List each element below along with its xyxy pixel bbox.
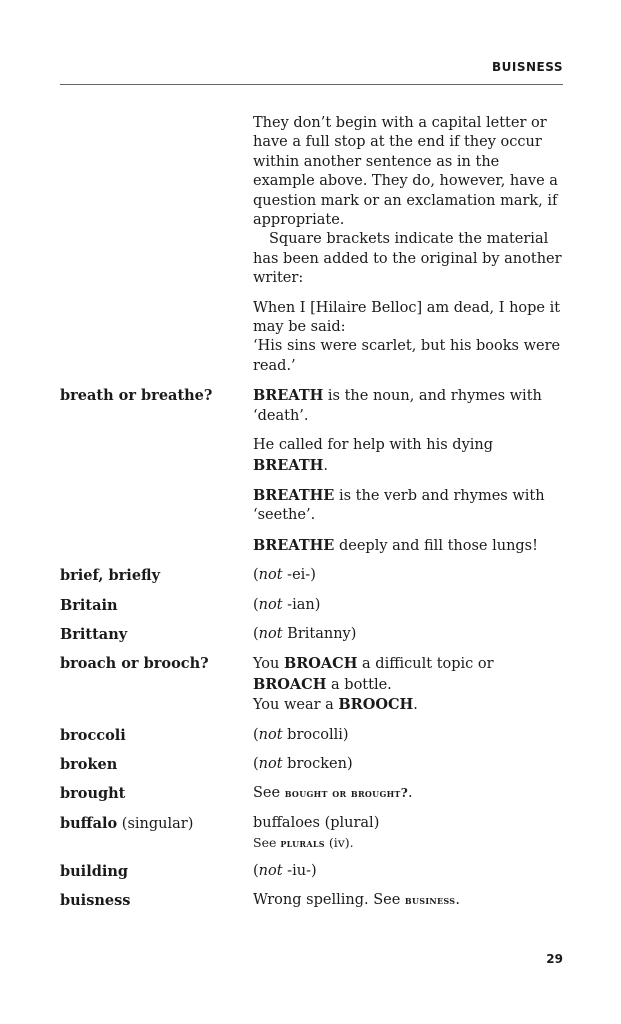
entry-brought: [60, 784, 563, 803]
entry-building: [60, 862, 563, 881]
entry-brief: [60, 566, 563, 585]
headword: [60, 814, 253, 854]
entry-breath: [60, 386, 563, 556]
definition-text: You: [253, 656, 284, 673]
headword: Britain: [60, 596, 118, 614]
entry-broach: [60, 654, 563, 715]
definition-text: Wrong spelling. See: [253, 892, 405, 908]
entry-buffalo: [60, 814, 563, 854]
see-label: See: [253, 785, 285, 802]
definition: (not -iu-): [253, 862, 317, 879]
cross-reference: bought or brought?: [284, 786, 409, 801]
punctuation: .: [408, 785, 413, 802]
quotation: [253, 299, 565, 377]
headword: broken: [60, 755, 118, 773]
entry-brittany: [60, 625, 563, 644]
see-label: See: [253, 835, 281, 851]
entry-broccoli: [60, 726, 563, 745]
definition-text: You wear a: [253, 697, 339, 714]
definition: (not brocolli): [253, 726, 349, 743]
not-label: not: [258, 862, 283, 879]
punctuation: .: [323, 457, 328, 474]
example-text: deeply and fill those lungs!: [334, 537, 538, 554]
definition: [253, 386, 563, 556]
definition: [253, 784, 563, 803]
definition: (not -ei-): [253, 567, 316, 584]
definition-text: buffaloes (plural): [253, 814, 380, 831]
punctuation: .: [455, 892, 460, 908]
intro-paragraph-2: Square brackets indicate the material has been added to the original by another writer:: [253, 231, 562, 287]
not-label: not: [258, 755, 283, 772]
definition: (not Britanny): [253, 625, 357, 642]
headword: brief, briefly: [60, 567, 161, 585]
cross-reference: plurals: [280, 836, 325, 851]
headword: broccoli: [60, 726, 126, 744]
definition-text: a bottle.: [326, 676, 392, 693]
cross-reference-note: (iv).: [324, 835, 354, 851]
cross-reference: business: [404, 893, 456, 907]
definition: (not -ian): [253, 596, 321, 613]
headword: buisness: [60, 892, 131, 909]
not-label: not: [258, 726, 283, 743]
page-header: [60, 58, 563, 85]
definition-text: a difficult topic or: [357, 656, 494, 673]
running-head: BUISNESS: [492, 60, 563, 74]
entry-broken: [60, 755, 563, 774]
headword: brought: [60, 785, 126, 803]
term: BROACH: [284, 655, 358, 673]
headword: building: [60, 862, 129, 880]
definition: [253, 891, 563, 910]
not-label: not: [258, 567, 283, 584]
quotation-line: ‘His sins were scarlet, but his books were read.’: [253, 338, 561, 374]
headword-text: buffalo: [60, 814, 118, 832]
definition: (not brocken): [253, 755, 353, 772]
entry-britain: [60, 596, 563, 615]
punctuation: .: [413, 697, 418, 714]
headword: broach or brooch?: [60, 655, 209, 673]
not-label: not: [258, 625, 283, 642]
term: BREATHE: [253, 536, 335, 554]
definition-text: -ei-): [282, 567, 316, 584]
page-number: 29: [546, 952, 563, 966]
definition-text: brocken): [282, 755, 353, 772]
term: BROACH: [253, 675, 327, 693]
headword-note: (singular): [117, 815, 194, 832]
definition-text: brocolli): [282, 726, 349, 743]
not-label: not: [258, 596, 283, 613]
entry-buisness: [60, 891, 563, 910]
headword: Brittany: [60, 625, 128, 643]
example-text: He called for help with his dying: [253, 437, 494, 454]
definition-text: -iu-): [282, 862, 317, 879]
intro-paragraph: They don’t begin with a capital letter or have a full stop at the end if they occur within another sentence as in the example above. They do, however, have a question mark or an exclamation mark, if appropriate.: [253, 115, 558, 229]
term: BREATH: [253, 387, 324, 405]
definition-text: -ian): [282, 596, 321, 613]
definition-text: is the verb and rhymes with ‘seethe’.: [253, 487, 545, 524]
definition: [253, 654, 563, 715]
term: BREATHE: [253, 486, 335, 504]
dictionary-content: [60, 114, 563, 920]
term: BROOCH: [338, 696, 414, 714]
term: BREATH: [253, 456, 324, 474]
quotation-line: When I [Hilaire Belloc] am dead, I hope it may be said:: [253, 299, 561, 336]
definition: [253, 814, 563, 854]
definition-text: Britanny): [282, 625, 357, 642]
headword: breath or breathe?: [60, 387, 213, 405]
definition-text: is the noun, and rhymes with ‘death’.: [253, 388, 542, 424]
